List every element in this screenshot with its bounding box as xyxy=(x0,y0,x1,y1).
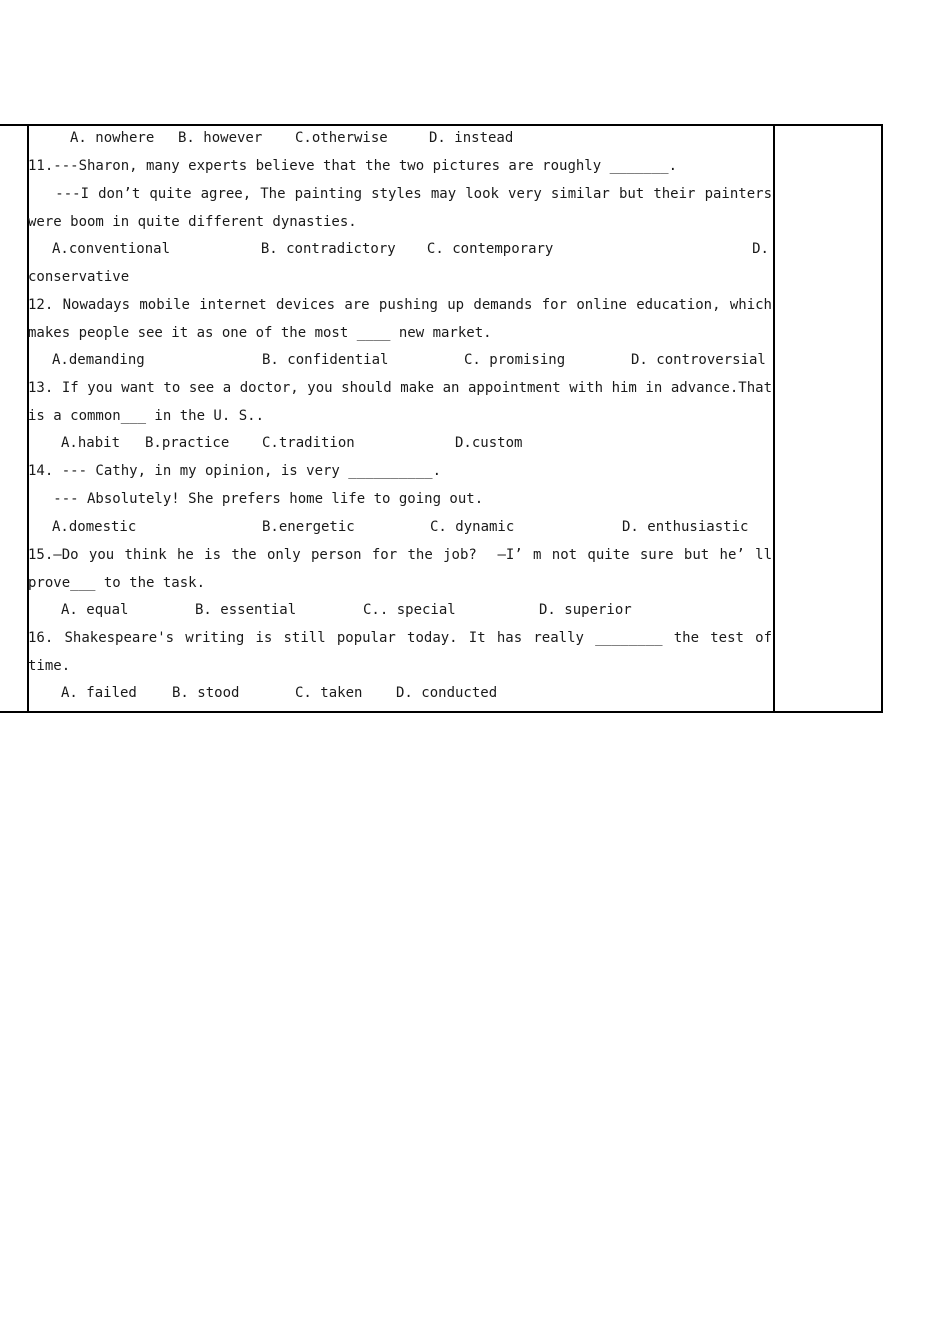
text-line xyxy=(28,406,772,426)
answer-option: D. enthusiastic xyxy=(622,519,749,535)
text-line xyxy=(28,433,772,453)
text-line xyxy=(28,156,772,176)
answer-option: D. xyxy=(752,241,769,257)
answer-option: C. dynamic xyxy=(430,519,515,535)
text-line xyxy=(28,212,772,232)
text-line xyxy=(28,600,772,620)
answer-option: B. contradictory xyxy=(260,241,396,257)
answer-option: A. nowhere xyxy=(70,130,155,146)
answer-option: B.energetic xyxy=(262,519,355,535)
text-line xyxy=(28,184,772,204)
answer-option: B. however xyxy=(178,130,263,146)
line-text: 15.—Do you think he is the only person for the job? —I’ m not quite sure but he’ ll xyxy=(28,547,772,563)
answer-option: C.. special xyxy=(363,602,456,618)
text-line xyxy=(28,517,772,537)
line-text: were boom in quite different dynasties. xyxy=(28,214,357,230)
answer-option: B.practice xyxy=(145,435,230,451)
answer-option: B. essential xyxy=(195,602,297,618)
text-line xyxy=(28,628,772,648)
text-line xyxy=(28,323,772,343)
line-text: 11.---Sharon, many experts believe that the two pictures are roughly _______. xyxy=(28,158,678,174)
right-notes-column xyxy=(773,126,883,711)
answer-option: C.tradition xyxy=(262,435,355,451)
answer-option: D. superior xyxy=(539,602,632,618)
text-line xyxy=(28,489,772,509)
line-text: --- Absolutely! She prefers home life to going out. xyxy=(28,491,484,507)
answer-option: D. controversial xyxy=(631,352,766,368)
answer-option: A.domestic xyxy=(52,519,137,535)
answer-option: A. equal xyxy=(61,602,129,618)
text-line xyxy=(28,267,772,287)
left-margin-column xyxy=(0,126,29,711)
answer-option: D. instead xyxy=(429,130,514,146)
answer-option: A.habit xyxy=(61,435,121,451)
text-line xyxy=(28,239,772,259)
line-text: conservative xyxy=(28,269,130,285)
answer-option: C.otherwise xyxy=(295,130,388,146)
text-line xyxy=(28,573,772,593)
answer-option: B. confidential xyxy=(262,352,389,368)
text-line xyxy=(28,350,772,370)
text-line xyxy=(28,295,772,315)
answer-option: A.demanding xyxy=(52,352,145,368)
answer-option: A. failed xyxy=(61,685,137,701)
line-text: 12. Nowadays mobile internet devices are pushing up demands for online education, which xyxy=(28,297,772,313)
line-text: makes people see it as one of the most ____ new market. xyxy=(28,325,492,341)
answer-option: C. promising xyxy=(464,352,566,368)
text-line xyxy=(28,683,772,703)
line-text: 16. Shakespeare's writing is still popular today. It has really ________ the test of xyxy=(28,630,772,646)
answer-option: D. conducted xyxy=(396,685,498,701)
answer-option: A.conventional xyxy=(52,241,171,257)
question-table xyxy=(0,124,883,713)
answer-option: C. contemporary xyxy=(426,241,554,257)
line-text: time. xyxy=(28,658,71,674)
answer-option: C. taken xyxy=(295,685,363,701)
answer-option: B. stood xyxy=(172,685,240,701)
line-text: prove___ to the task. xyxy=(28,575,206,591)
line-text: 14. --- Cathy, in my opinion, is very __________. xyxy=(28,463,442,479)
line-text: 13. If you want to see a doctor, you should make an appointment with him in advance.That xyxy=(28,380,772,396)
line-text: ---I don’t quite agree, The painting styles may look very similar but their painters xyxy=(28,186,772,202)
text-line xyxy=(28,461,772,481)
text-line xyxy=(28,128,772,148)
text-line xyxy=(28,545,772,565)
text-line xyxy=(28,378,772,398)
line-text: is a common___ in the U. S.. xyxy=(28,408,265,424)
text-line xyxy=(28,656,772,676)
answer-option: D.custom xyxy=(455,435,523,451)
